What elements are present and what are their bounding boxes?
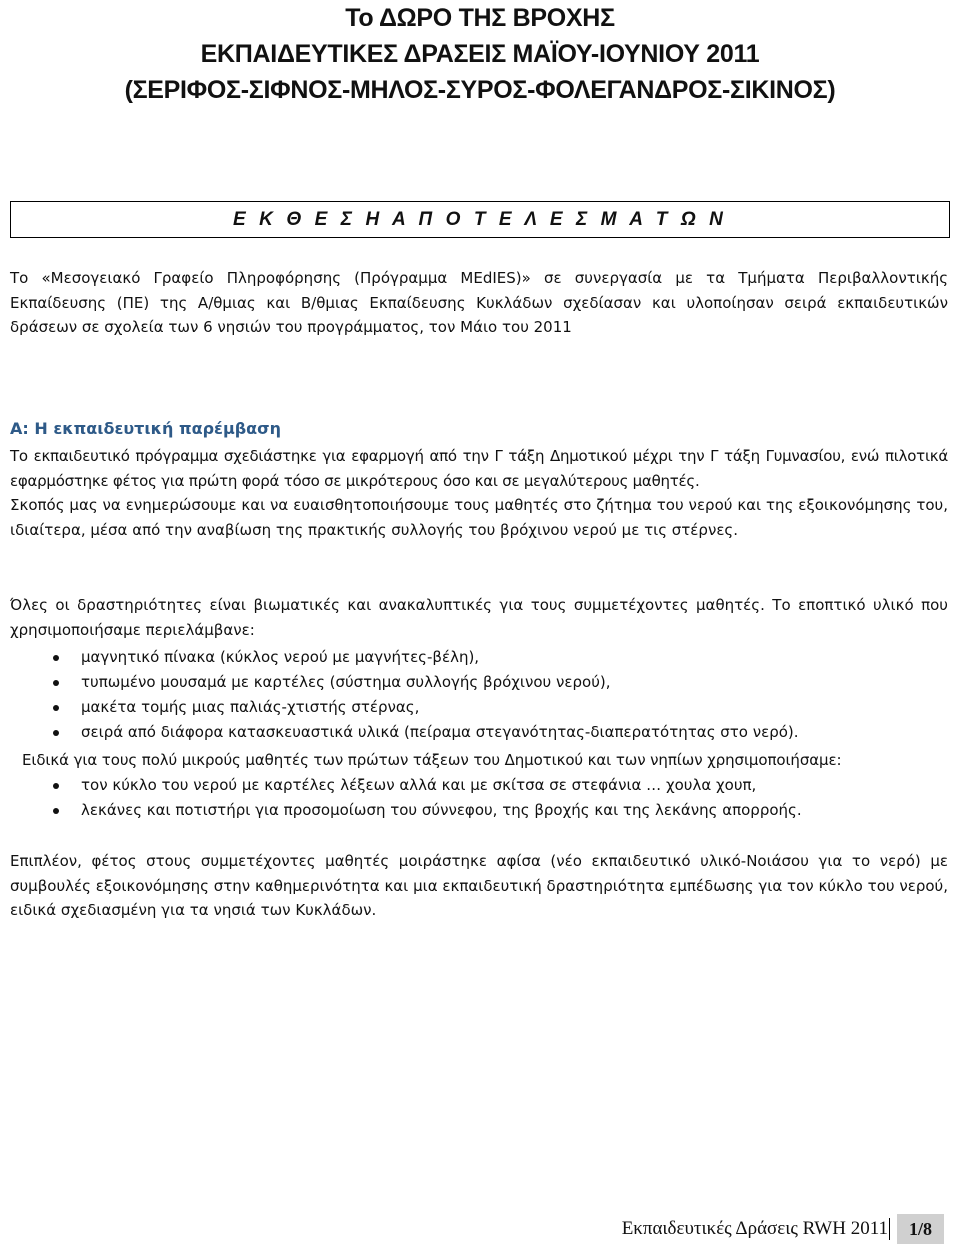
bullet-icon [53,680,59,686]
section-a-paragraph-4: Επιπλέον, φέτος στους συμμετέχοντες μαθητές μοιράστηκε αφίσα (νέο εκπαιδευτικό υλικό-Νοιάσου για το νερό) με συμβουλές εξοικονόμησης στην καθημερινότητα και μια εκπαιδευτική δραστηριότητα εμπέδωσης για τον κύκλο του νερού, ειδικά σχεδιασμένη για τα νησιά των Κυκλάδων. [10,852,948,919]
bullet-icon [53,808,59,814]
list-item: μακέτα τομής μιας παλιάς-χτιστής στέρνας, [0,695,960,720]
results-heading-box [10,201,950,238]
intro-paragraph: Το «Μεσογειακό Γραφείο Πληροφόρησης (Πρόγραμμα MEdIES)» σε συνεργασία με τα Τμήματα Περιβαλλοντικής Εκπαίδευσης (ΠΕ) της Α/θμιας και Β/θμιας Εκπαίδευσης Κυκλάδων σχεδίασαν και υλοποίησαν σειρά εκπαιδευτικών δράσεων σε σχολεία των 6 νησιών του προγράμματος, τον Μάιο του 2011 [10,269,948,336]
title-line-2: ΕΚΠΑΙΔΕΥΤΙΚΕΣ ΔΡΑΣΕΙΣ ΜΑΪΟΥ-ΙΟΥΝΙΟΥ 2011 [200,40,760,68]
young-materials-list [0,773,960,823]
materials-list [0,645,960,745]
list-item: τυπωμένο μουσαμά με καρτέλες (σύστημα συλλογής βρόχινου νερού), [0,670,960,695]
list-item: σειρά από διάφορα κατασκευαστικά υλικά (πείραμα στεγανότητας-διαπερατότητας στο νερό). [0,720,960,745]
bullet-icon [53,730,59,736]
bullet-icon [53,783,59,789]
young-students-note: Ειδικά για τους πολύ μικρούς μαθητές των πρώτων τάξεων του Δημοτικού και των νηπίων χρησιμοποιήσαμε: [22,751,842,769]
section-a-heading: Α: Η εκπαιδευτική παρέμβαση [10,419,282,438]
title-line-3: (ΣΕΡΙΦΟΣ-ΣΙΦΝΟΣ-ΜΗΛΟΣ-ΣΥΡΟΣ-ΦΟΛΕΓΑΝΔΡΟΣ-ΣΙΚΙΝΟΣ) [124,76,836,104]
results-heading: Ε Κ Θ Ε Σ Η Α Π Ο Τ Ε Λ Ε Σ Μ Α Τ Ω Ν [233,209,727,230]
page-footer [0,1214,960,1250]
section-a-paragraph-2: Σκοπός μας να ενημερώσουμε και να ευαισθητοποιήσουμε τους μαθητές στο ζήτημα του νερού και της εξοικονόμησης του, ιδιαίτερα, μέσα από την αναβίωση της πρακτικής συλλογής του βρόχινου νερού με τις στέρνες. [10,496,948,539]
title-line-1: Το ΔΩΡΟ ΤΗΣ ΒΡΟΧΗΣ [345,4,615,32]
footer-label: Εκπαιδευτικές Δράσεις RWH 2011 [621,1218,888,1239]
footer-separator [889,1218,890,1240]
bullet-icon [53,655,59,661]
list-item: τον κύκλο του νερού με καρτέλες λέξεων αλλά και με σκίτσα σε στεφάνια … χουλα χουπ, [0,773,960,798]
section-a-paragraph-3: Όλες οι δραστηριότητες είναι βιωματικές και ανακαλυπτικές για τους συμμετέχοντες μαθητές. Το εποπτικό υλικό που χρησιμοποιήσαμε περιελάμβανε: [10,596,948,639]
list-item: λεκάνες και ποτιστήρι για προσομοίωση του σύννεφου, της βροχής και της λεκάνης απορροής. [0,798,960,823]
document-title [0,0,960,108]
list-item: μαγνητικό πίνακα (κύκλος νερού με μαγνήτες-βέλη), [0,645,960,670]
page-number: 1/8 [897,1214,944,1244]
bullet-icon [53,705,59,711]
section-a-paragraph-1: Το εκπαιδευτικό πρόγραμμα σχεδιάστηκε για εφαρμογή από την Γ τάξη Δημοτικού μέχρι την Γ τάξη Γυμνασίου, ενώ πιλοτικά εφαρμόστηκε φέτος για πρώτη φορά τόσο σε μικρότερους όσο και σε μεγαλύτερους μαθητές. [10,447,948,490]
